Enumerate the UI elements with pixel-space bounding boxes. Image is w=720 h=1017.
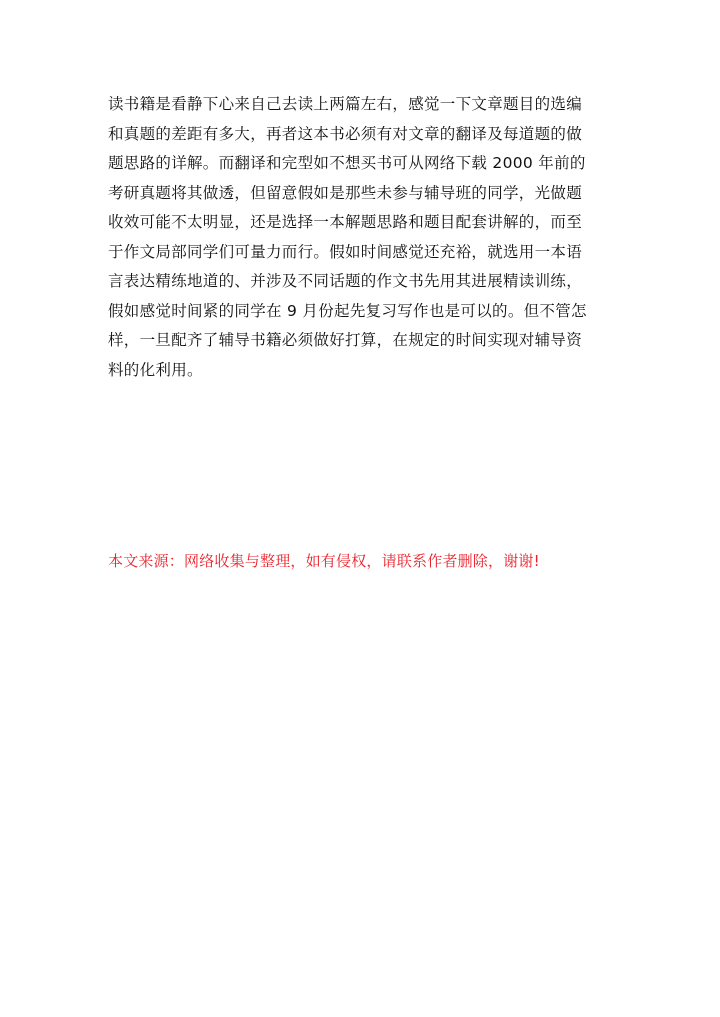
paragraph-line: 考研真题将其做透，但留意假如是那些未参与辅导班的同学，光做题 [108, 183, 583, 202]
paragraph-line: 读书籍是看静下心来自己去读上两篇左右，感觉一下文章题目的选编 [108, 95, 583, 113]
paragraph-line: 收效可能不太明显，还是选择一本解题思路和题目配套讲解的，而至 [108, 213, 583, 231]
paragraph-line: 料的化利用。 [108, 360, 203, 379]
paragraph-line: 和真题的差距有多大，再者这本书必须有对文章的翻译及每道题的做 [108, 124, 583, 143]
paragraph-line: 言表达精练地道的、并涉及不同话题的作文书先用其进展精读训练， [108, 272, 583, 290]
paragraph-line: 题思路的详解。而翻译和完型如不想买书可从网络下载 2000 年前的 [108, 154, 586, 172]
paragraph-line: 于作文局部同学们可量力而行。假如时间感觉还充裕，就选用一本语 [108, 242, 583, 261]
body-paragraph [108, 90, 628, 385]
paragraph-line: 假如感觉时间紧的同学在 9 月份起先复习写作也是可以的。但不管怎 [108, 301, 587, 320]
source-note: 本文来源：网络收集与整理，如有侵权，请联系作者删除，谢谢! [108, 552, 540, 570]
paragraph-line: 样，一旦配齐了辅导书籍必须做好打算，在规定的时间实现对辅导资 [108, 331, 583, 349]
